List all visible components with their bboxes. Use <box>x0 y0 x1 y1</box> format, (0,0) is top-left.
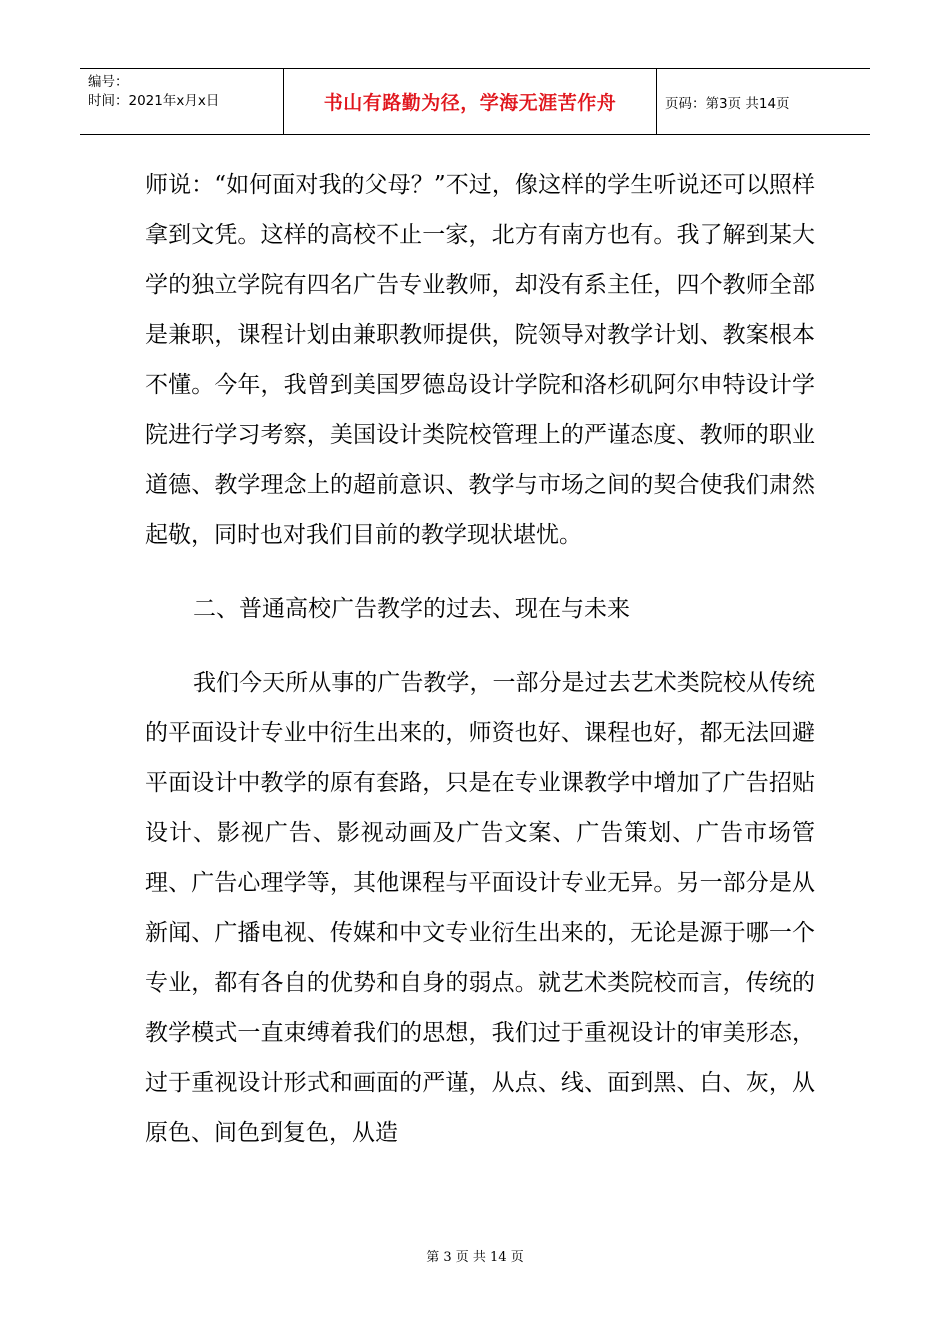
page-footer: 第 3 页 共 14 页 <box>426 1250 524 1265</box>
document-body <box>145 160 815 1158</box>
header-meta <box>80 69 283 134</box>
body-paragraph: 我们今天所从事的广告教学，一部分是过去艺术类院校从传统的平面设计专业中衍生出来的，师资也好、课程也好，都无法回避平面设计中教学的原有套路，只是在专业课教学中增加了广告招贴设计、影视广告、影视动画及广告文案、广告策划、广告市场管理、广告心理学等，其他课程与平面设计专业无异。另一部分是从新闻、广播电视、传媒和中文专业衍生出来的，无论是源于哪一个专业，都有各自的优势和自身的弱点。就艺术类院校而言，传统的教学模式一直束缚着我们的思想，我们过于重视设计的审美形态，过于重视设计形式和画面的严谨，从点、线、面到黑、白、灰，从原色、间色到复色，从造 <box>145 670 815 1146</box>
section-heading: 二、普通高校广告教学的过去、现在与未来 <box>193 596 630 622</box>
body-paragraph: 师说：“如何面对我的父母？”不过，像这样的学生听说还可以照样拿到文凭。这样的高校不止一家，北方有南方也有。我了解到某大学的独立学院有四名广告专业教师，却没有系主任，四个教师全部是兼职，课程计划由兼职教师提供，院领导对教学计划、教案根本不懂。今年，我曾到美国罗德岛设计学院和洛杉矶阿尔申特设计学院进行学习考察，美国设计类院校管理上的严谨态度、教师的职业道德、教学理念上的超前意识、教学与市场之间的契合使我们肃然起敬，同时也对我们目前的教学现状堪忧。 <box>145 172 815 548</box>
document-time-label: 时间：2021年x月x日 <box>88 93 220 109</box>
page-header <box>80 68 870 135</box>
header-page-info: 页码：第3页 共14页 <box>665 95 790 112</box>
header-motto: 书山有路勤为径，学海无涯苦作舟 <box>283 69 657 134</box>
document-number-label: 编号： <box>88 74 129 90</box>
